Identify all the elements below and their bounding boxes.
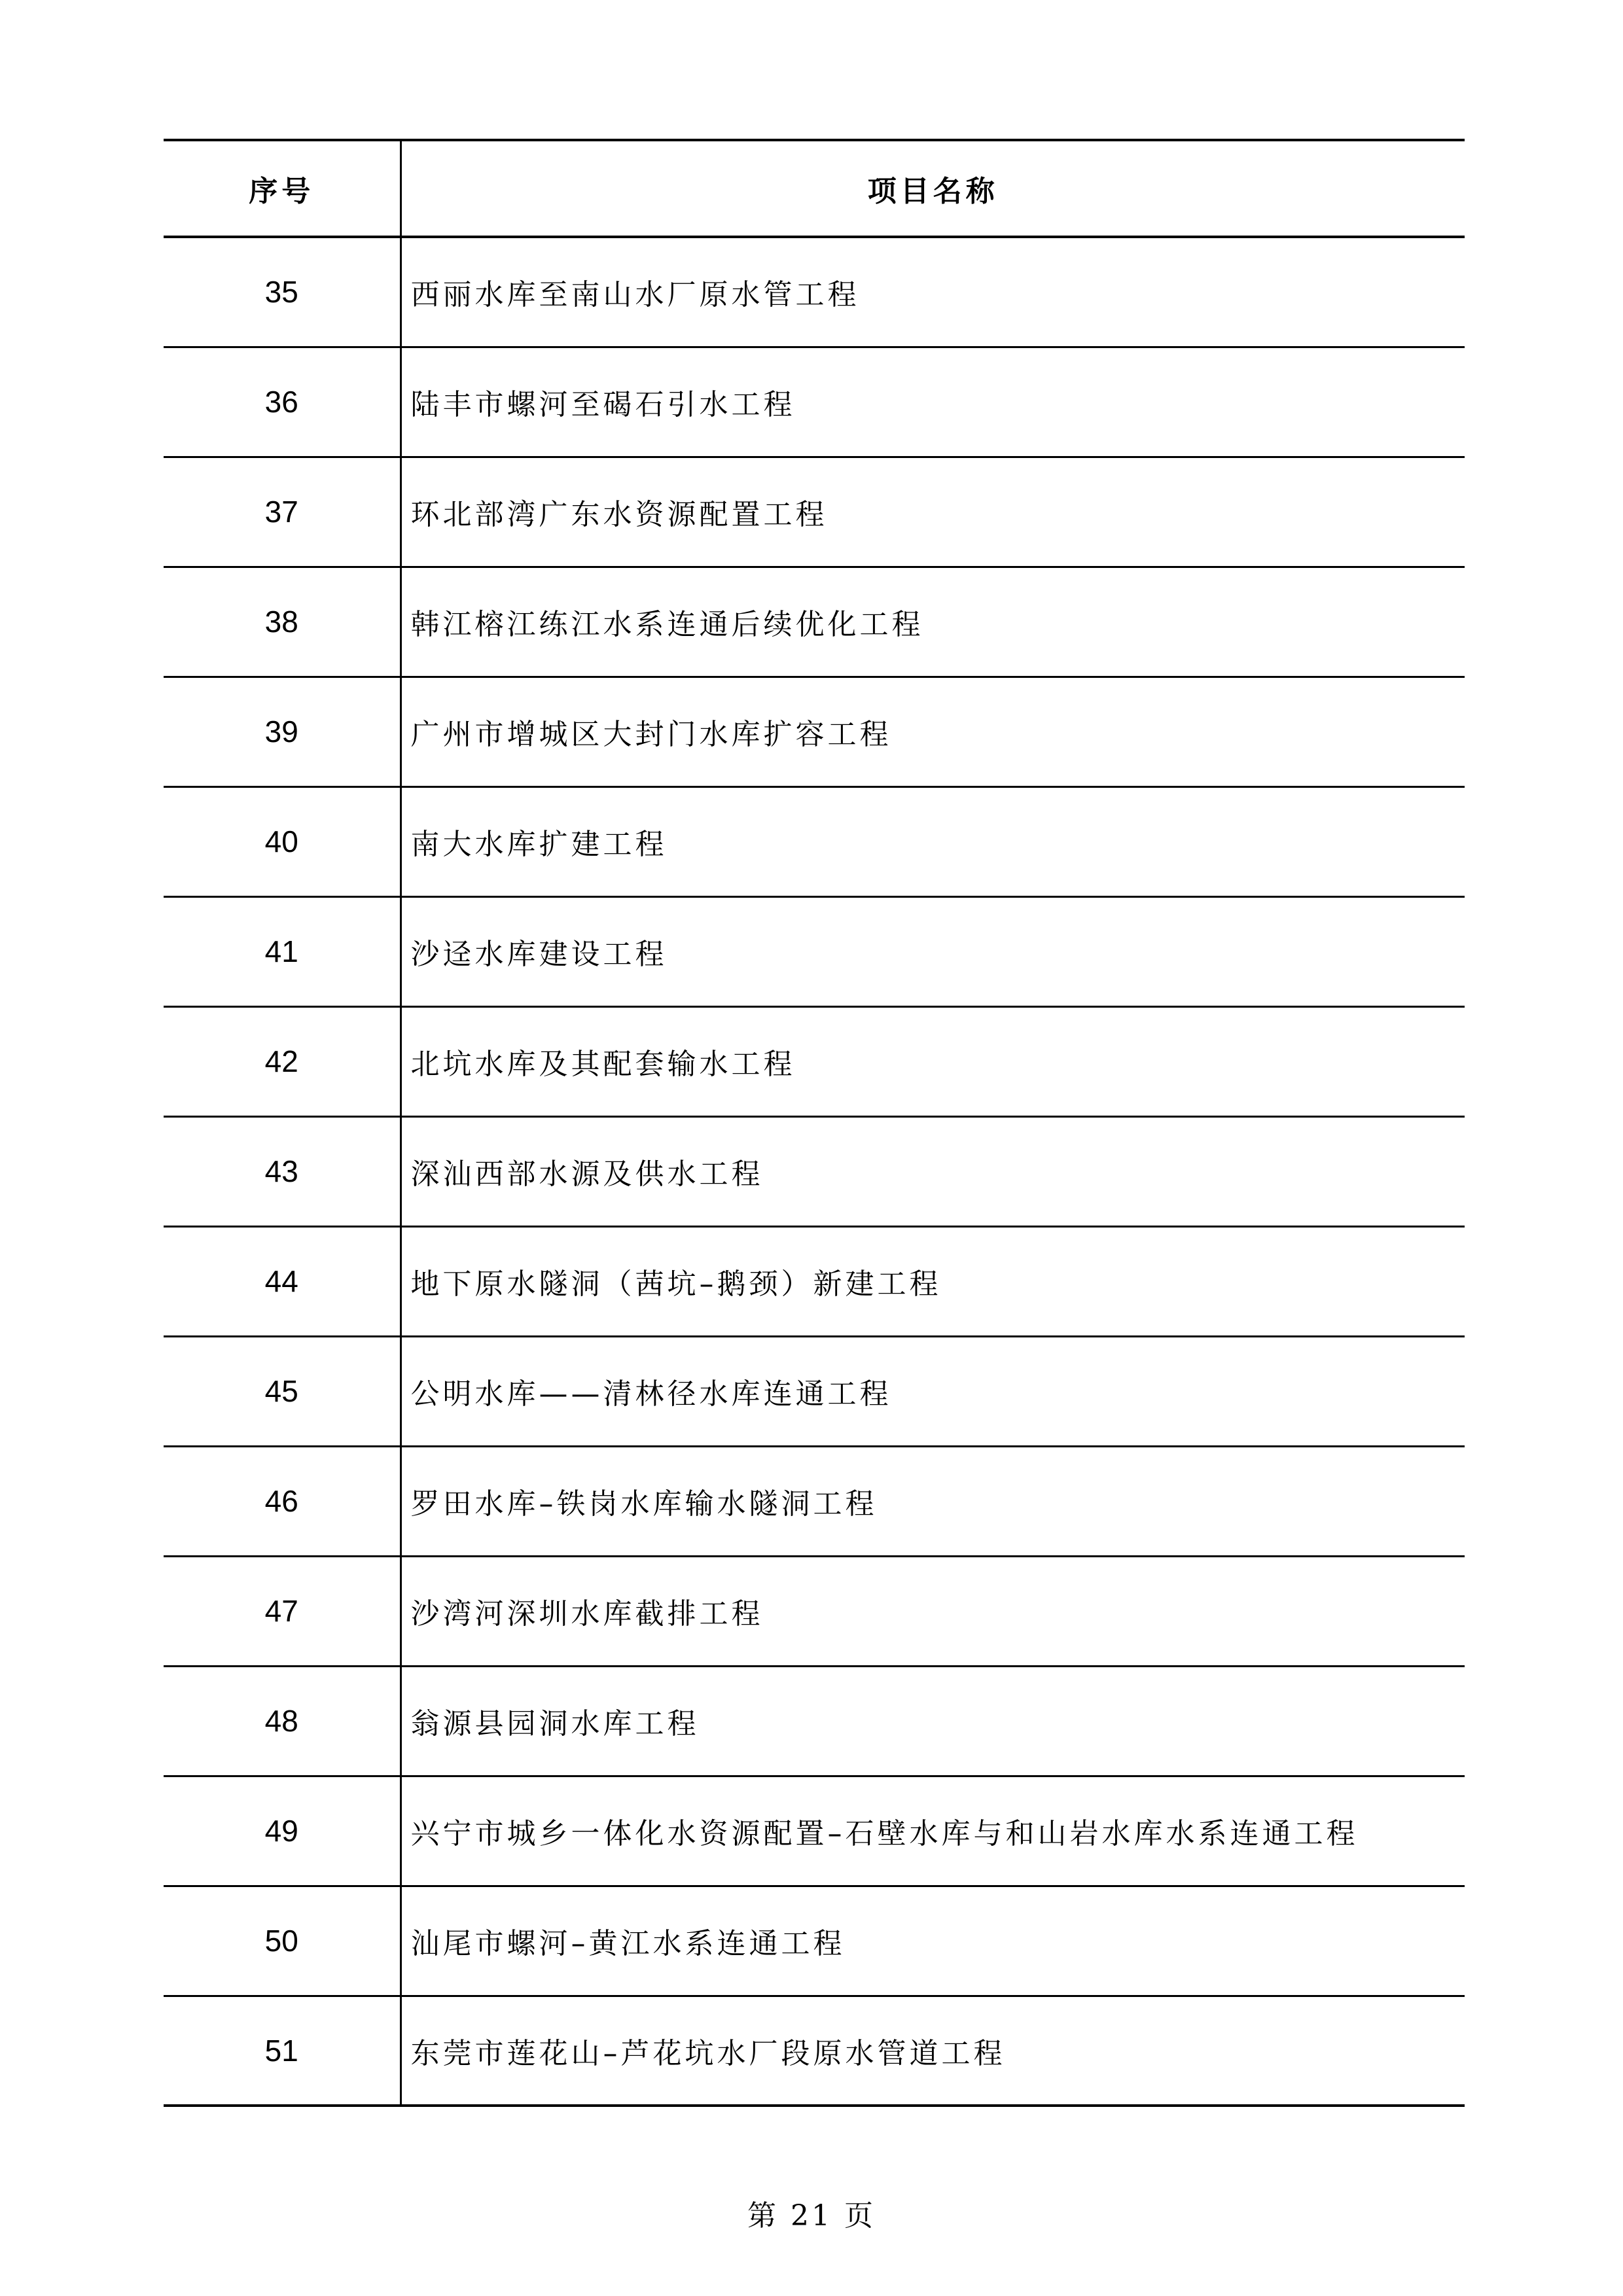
row-seq: 49 [164,1776,401,1886]
row-project-name: 东莞市莲花山–芦花坑水厂段原水管道工程 [401,1996,1465,2106]
row-seq: 35 [164,237,401,347]
table-row [164,677,1465,786]
row-seq: 46 [164,1446,401,1556]
row-project-name: 环北部湾广东水资源配置工程 [401,457,1465,567]
row-project-name: 沙湾河深圳水库截排工程 [401,1556,1465,1666]
row-seq: 48 [164,1666,401,1776]
row-project-name: 沙迳水库建设工程 [401,896,1465,1006]
row-seq: 36 [164,347,401,457]
table-row [164,896,1465,1006]
table-row [164,1556,1465,1666]
row-seq: 43 [164,1116,401,1226]
row-project-name: 兴宁市城乡一体化水资源配置–石壁水库与和山岩水库水系连通工程 [401,1776,1465,1886]
table-row [164,567,1465,677]
header-seq: 序号 [164,140,401,237]
table-body [164,237,1465,2106]
table-row [164,1116,1465,1226]
table-row [164,1886,1465,1996]
page-number: 第 21 页 [747,2199,876,2233]
project-table [164,139,1465,2107]
row-project-name: 地下原水隧洞（茜坑–鹅颈）新建工程 [401,1226,1465,1336]
row-project-name: 陆丰市螺河至碣石引水工程 [401,347,1465,457]
table-row [164,1776,1465,1886]
table-row [164,1996,1465,2106]
table-row [164,347,1465,457]
table-row [164,1666,1465,1776]
row-seq: 38 [164,567,401,677]
row-seq: 51 [164,1996,401,2106]
row-seq: 45 [164,1336,401,1446]
row-project-name: 南大水库扩建工程 [401,786,1465,896]
row-seq: 42 [164,1006,401,1116]
row-seq: 40 [164,786,401,896]
table-row [164,237,1465,347]
row-seq: 44 [164,1226,401,1336]
row-project-name: 广州市增城区大封门水库扩容工程 [401,677,1465,786]
table-row [164,1006,1465,1116]
row-seq: 47 [164,1556,401,1666]
row-seq: 50 [164,1886,401,1996]
row-project-name: 罗田水库–铁岗水库输水隧洞工程 [401,1446,1465,1556]
row-seq: 39 [164,677,401,786]
table-row [164,1226,1465,1336]
row-project-name: 深汕西部水源及供水工程 [401,1116,1465,1226]
row-seq: 41 [164,896,401,1006]
row-project-name: 北坑水库及其配套输水工程 [401,1006,1465,1116]
header-name: 项目名称 [401,140,1465,237]
row-project-name: 公明水库——清林径水库连通工程 [401,1336,1465,1446]
row-seq: 37 [164,457,401,567]
table-row [164,1446,1465,1556]
table-row [164,1336,1465,1446]
row-project-name: 翁源县园洞水库工程 [401,1666,1465,1776]
table-row [164,786,1465,896]
row-project-name: 韩江榕江练江水系连通后续优化工程 [401,567,1465,677]
table-header-row [164,140,1465,237]
row-project-name: 汕尾市螺河–黄江水系连通工程 [401,1886,1465,1996]
table-row [164,457,1465,567]
row-project-name: 西丽水库至南山水厂原水管工程 [401,237,1465,347]
